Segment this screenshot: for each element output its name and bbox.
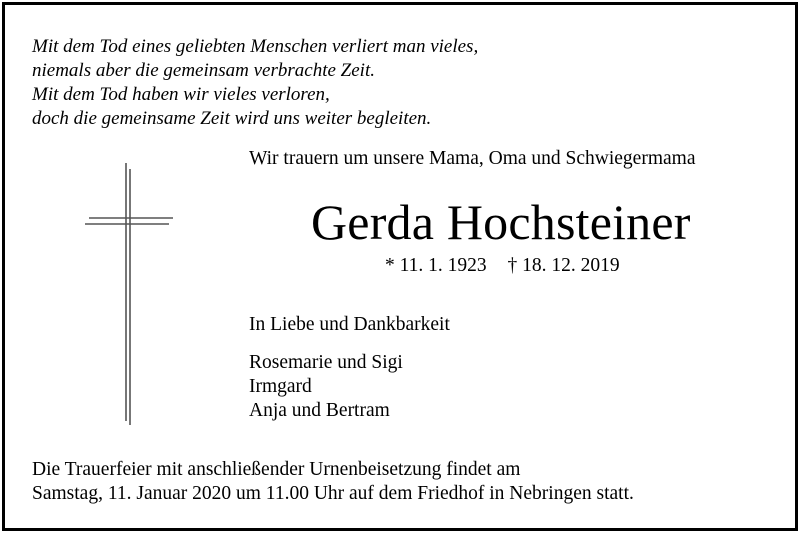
funeral-line: Samstag, 11. Januar 2020 um 11.00 Uhr auf dem Friedhof in Nebringen statt. [32,483,634,504]
birth-date: * 11. 1. 1923 [385,255,487,276]
gratitude-line: In Liebe und Dankbarkeit [249,314,450,335]
funeral-line: Die Trauerfeier mit anschließender Urnenbeisetzung findet am [32,459,521,480]
memorial-poem [32,35,478,131]
poem-line: Mit dem Tod eines geliebten Menschen verliert man vieles, [32,36,479,57]
mourning-intro: Wir trauern um unsere Mama, Oma und Schwiegermama [249,148,696,169]
mourner-name: Rosemarie und Sigi [249,352,403,373]
poem-line: Mit dem Tod haben wir vieles verloren, [32,84,330,105]
deceased-name: Gerda Hochsteiner [311,194,691,250]
mourner-name: Anja und Bertram [249,400,390,421]
cross-icon [77,163,177,425]
death-date: † 18. 12. 2019 [507,255,620,276]
mourner-name: Irmgard [249,376,312,397]
funeral-info [32,458,634,506]
life-dates [385,255,620,277]
poem-line: doch die gemeinsame Zeit wird uns weiter begleiten. [32,108,432,129]
obituary-notice [2,2,798,531]
poem-line: niemals aber die gemeinsam verbrachte Zeit. [32,60,375,81]
mourners-list [249,351,403,423]
